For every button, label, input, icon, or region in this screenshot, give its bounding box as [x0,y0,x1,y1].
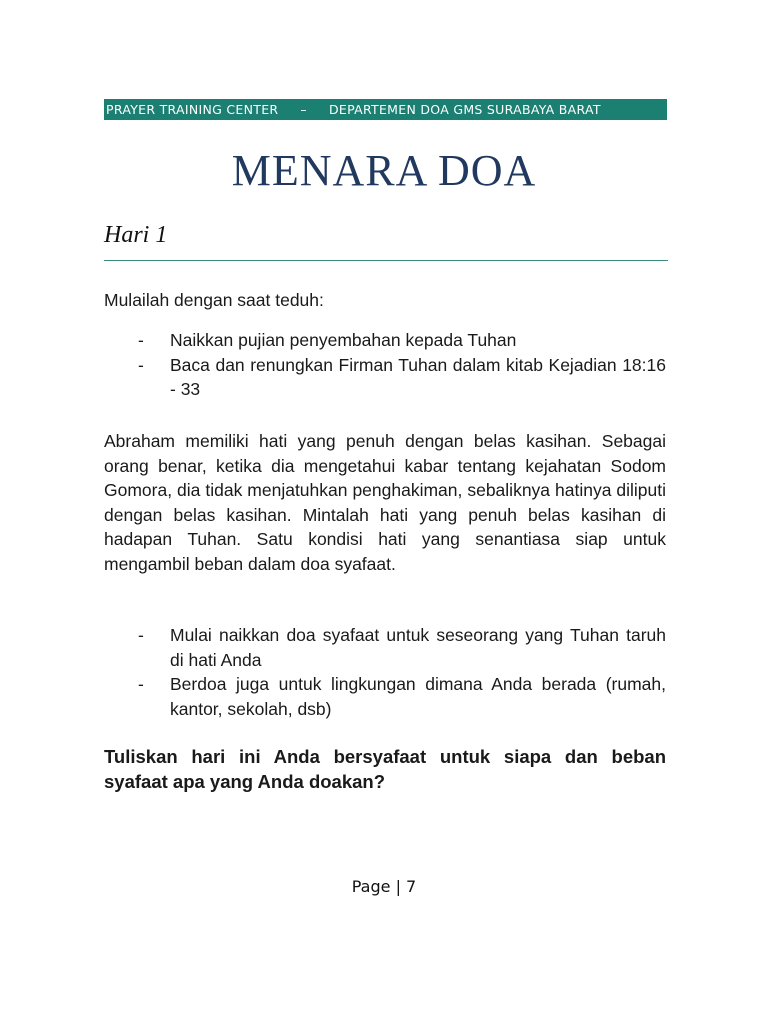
intro-text: Mulailah dengan saat teduh: [104,290,324,310]
list-item [104,353,666,402]
header-bar [104,99,667,120]
list-item [104,328,666,353]
list-instructions-1 [104,328,666,402]
page-title: MENARA DOA [231,146,537,195]
day-label: Hari 1 [104,222,168,248]
page-number: Page | 7 [351,877,417,896]
header-right-text: DEPARTEMEN DOA GMS SURABAYA BARAT [328,102,601,117]
list-item [104,623,666,672]
header-separator: – [300,102,307,117]
list-item-text: Berdoa juga untuk lingkungan dimana Anda berada (rumah, kantor, sekolah, dsb) [170,674,666,719]
divider [104,260,668,261]
list-item-text: Baca dan renungkan Firman Tuhan dalam kitab Kejadian 18:16 - 33 [170,354,666,399]
list-instructions-2 [104,623,666,721]
list-dash: - [138,625,144,645]
list-dash: - [138,674,144,694]
list-dash: - [138,330,144,350]
list-item-text: Mulai naikkan doa syafaat untuk seseorang yang Tuhan taruh di hati Anda [170,625,666,670]
list-dash: - [138,354,144,375]
reflection-question: Tuliskan hari ini Anda bersyafaat untuk siapa dan beban syafaat apa yang Anda doakan? [104,746,666,792]
list-item-text: Naikkan pujian penyembahan kepada Tuhan [170,330,517,350]
header-left-text: PRAYER TRAINING CENTER [106,102,279,117]
list-item [104,672,666,721]
body-paragraph: Abraham memiliki hati yang penuh dengan belas kasihan. Sebagai orang benar, ketika dia mengetahui kabar tentang kejahatan Sodom Gomora, dia tidak menjatuhkan penghakiman, sebaliknya hatinya diliputi dengan belas kasihan. Mintalah hati yang penuh belas kasihan di hadapan Tuhan. Satu kondisi hati yang senantiasa siap untuk mengambil beban dalam doa syafaat. [104,431,666,574]
